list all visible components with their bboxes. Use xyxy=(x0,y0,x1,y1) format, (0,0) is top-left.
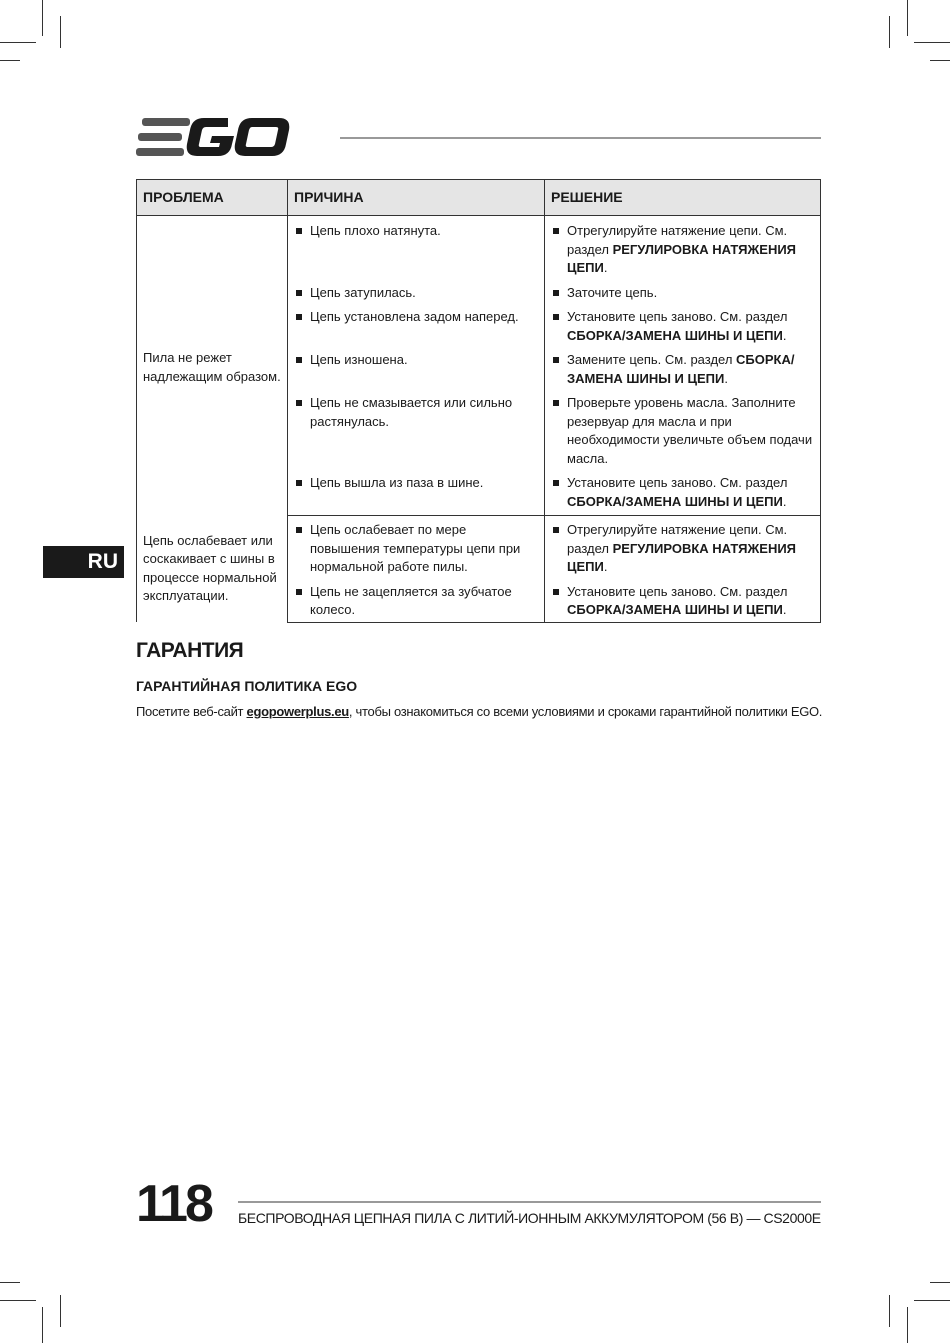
solution-section-ref: СБОРКА/ ЗАМЕНА ШИНЫ И ЦЕПИ xyxy=(567,352,795,386)
cause-cell xyxy=(288,308,545,351)
solution-text: Установите цепь заново. См. раздел xyxy=(567,309,788,324)
bullet-icon xyxy=(296,228,302,234)
warranty-text-after: , чтобы ознакомиться со всеми условиями и сроками гарантийной политики EGO. xyxy=(348,704,823,719)
bullet-icon xyxy=(553,480,559,486)
page-number: 118 xyxy=(136,1175,211,1233)
cause-text: Цепь установлена задом наперед. xyxy=(310,309,519,324)
cause-cell xyxy=(288,583,545,623)
solution-text: Отрегулируйте натяжение цепи. См. раздел xyxy=(567,223,788,257)
table-row xyxy=(137,216,821,284)
solution-cell xyxy=(545,351,821,394)
cause-cell xyxy=(288,516,545,583)
solution-end: . xyxy=(724,370,728,386)
crop-mark xyxy=(889,16,890,48)
header-problem: ПРОБЛЕМА xyxy=(137,180,288,216)
crop-mark xyxy=(0,42,36,43)
bullet-icon xyxy=(296,480,302,486)
bullet-icon xyxy=(553,589,559,595)
cause-text: Цепь изношена. xyxy=(310,352,408,367)
cause-text: Цепь не смазывается или сильно растянулась. xyxy=(310,395,513,429)
bullet-icon xyxy=(296,589,302,595)
bullet-icon xyxy=(553,527,559,533)
warranty-paragraph xyxy=(136,704,822,719)
header-rule xyxy=(340,137,821,139)
warranty-text-before: Посетите веб-сайт xyxy=(136,704,247,719)
solution-section-ref: СБОРКА/ЗАМЕНА ШИНЫ И ЦЕПИ xyxy=(567,327,783,343)
cause-text: Цепь плохо натянута. xyxy=(310,223,441,238)
bullet-icon xyxy=(553,400,559,406)
warranty-link[interactable]: egopowerplus.eu xyxy=(246,704,349,719)
table-header-row xyxy=(137,180,821,216)
solution-cell xyxy=(545,308,821,351)
solution-text: Замените цепь. См. раздел xyxy=(567,352,737,367)
solution-end: . xyxy=(782,327,787,343)
solution-cell xyxy=(545,394,821,474)
crop-mark xyxy=(42,0,43,36)
solution-cell xyxy=(545,516,821,583)
warranty-title: ГАРАНТИЯ xyxy=(136,639,244,662)
crop-mark xyxy=(889,1295,890,1327)
solution-cell xyxy=(545,284,821,309)
solution-section-ref: РЕГУЛИРОВКА НАТЯЖЕНИЯ ЦЕПИ xyxy=(567,241,797,275)
header-solution: РЕШЕНИЕ xyxy=(545,180,821,216)
bullet-icon xyxy=(296,314,302,320)
crop-mark xyxy=(907,1307,908,1343)
solution-text: Отрегулируйте натяжение цепи. См. раздел xyxy=(567,522,788,556)
cause-text: Цепь не зацепляется за зубчатое колесо. xyxy=(310,583,512,617)
table-row xyxy=(137,516,821,583)
crop-mark xyxy=(930,1282,950,1283)
cause-cell xyxy=(288,351,545,394)
cause-text: Цепь затупилась. xyxy=(310,284,416,300)
bullet-icon xyxy=(296,290,302,296)
solution-text: Установите цепь заново. См. раздел xyxy=(567,583,788,599)
solution-section-ref: РЕГУЛИРОВКА НАТЯЖЕНИЯ ЦЕПИ xyxy=(567,540,797,574)
crop-mark xyxy=(0,60,20,61)
solution-end: . xyxy=(782,602,787,617)
bullet-icon xyxy=(553,228,559,234)
bullet-icon xyxy=(296,400,302,406)
crop-mark xyxy=(0,1300,36,1301)
cause-cell xyxy=(288,284,545,309)
bullet-icon xyxy=(553,357,559,363)
cause-text: Цепь вышла из паза в шине. xyxy=(310,475,484,490)
language-tab: RU xyxy=(43,546,124,578)
header-cause: ПРИЧИНА xyxy=(288,180,545,216)
solution-section-ref: СБОРКА/ЗАМЕНА ШИНЫ И ЦЕПИ xyxy=(567,493,783,509)
crop-mark xyxy=(42,1307,43,1343)
solution-section-ref: СБОРКА/ЗАМЕНА ШИНЫ И ЦЕПИ xyxy=(567,602,783,617)
crop-mark xyxy=(930,60,950,61)
solution-text: Заточите цепь. xyxy=(567,284,658,300)
cause-cell xyxy=(288,394,545,474)
bullet-icon xyxy=(553,290,559,296)
crop-mark xyxy=(60,16,61,48)
problem-cell: Пила не режет надлежащим образом. xyxy=(137,216,288,516)
solution-end: . xyxy=(782,493,787,509)
crop-mark xyxy=(907,0,908,36)
crop-mark xyxy=(0,1282,20,1283)
solution-cell xyxy=(545,583,821,623)
troubleshooting-table xyxy=(136,179,821,623)
problem-cell: Цепь ослабевает или соскакивает с шины в процессе нормальной эксплуатации. xyxy=(137,516,288,623)
solution-cell xyxy=(545,216,821,284)
solution-text: Установите цепь заново. См. раздел xyxy=(567,475,788,490)
ego-logo xyxy=(136,116,322,158)
cause-cell xyxy=(288,474,545,516)
cause-cell xyxy=(288,216,545,284)
solution-end: . xyxy=(603,559,608,574)
footer-title: БЕСПРОВОДНАЯ ЦЕПНАЯ ПИЛА С ЛИТИЙ-ИОННЫМ АККУМУЛЯТОРОМ (56 В) — CS2000E xyxy=(238,1210,821,1226)
solution-end: . xyxy=(603,260,608,275)
crop-mark xyxy=(914,42,950,43)
crop-mark xyxy=(60,1295,61,1327)
warranty-subtitle: ГАРАНТИЙНАЯ ПОЛИТИКА EGO xyxy=(136,678,358,694)
solution-text: Проверьте уровень масла. Заполните резервуар для масла и при необходимости увеличьте объем подачи масла. xyxy=(567,395,813,466)
footer-rule xyxy=(238,1201,821,1203)
bullet-icon xyxy=(296,527,302,533)
bullet-icon xyxy=(553,314,559,320)
solution-cell xyxy=(545,474,821,516)
bullet-icon xyxy=(296,357,302,363)
cause-text: Цепь ослабевает по мере повышения температуры цепи при нормальной работе пилы. xyxy=(310,522,521,574)
crop-mark xyxy=(914,1300,950,1301)
